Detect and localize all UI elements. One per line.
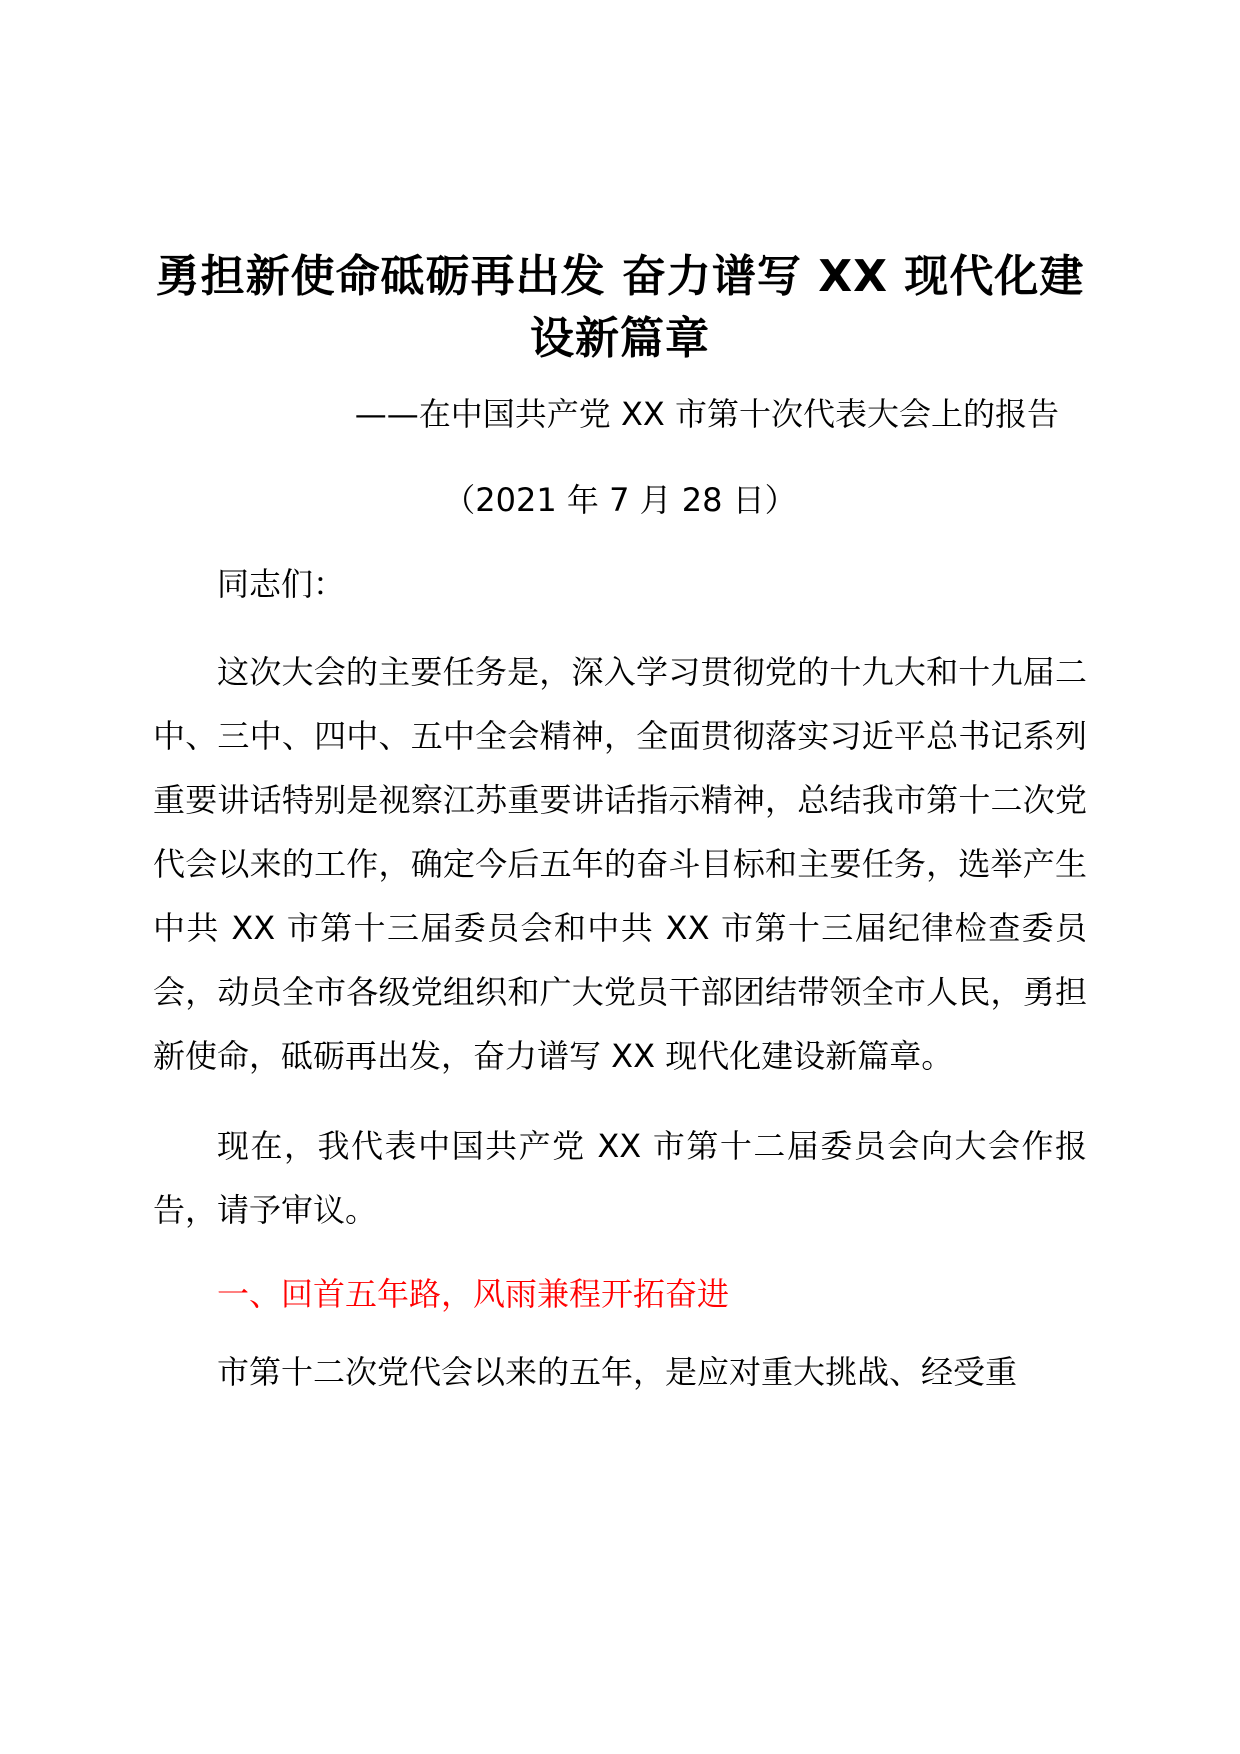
salutation: 同志们： (217, 565, 346, 603)
document-body (153, 246, 1087, 1404)
section-paragraph: 市第十二次党代会以来的五年，是应对重大挑战、经受重 (217, 1353, 1018, 1391)
section-heading-1: 一、回首五年路，风雨兼程开拓奋进 (217, 1275, 730, 1313)
document-subtitle: ——在中国共产党 XX 市第十次代表大会上的报告 (354, 395, 1059, 433)
document-date: （2021 年 7 月 28 日） (443, 481, 797, 519)
body-paragraph-tasks: 这次大会的主要任务是，深入学习贯彻党的十九大和十九届二中、三中、四中、五中全会精神，全面贯彻落实习近平总书记系列重要讲话特别是视察江苏重要讲话指示精神，总结我市第十二次党代会以来的工作，确定今后五年的奋斗目标和主要任务，选举产生中共 XX 市第十三届委员会和中共 XX 市第十三届纪律检查委员会，动员全市各级党组织和广大党员干部团结带领全市人民，勇担新使命，砥砺再出发，奋力谱写 XX 现代化建设新篇章。 (153, 653, 1087, 1075)
document-title: 勇担新使命砥砺再出发 奋力谱写 XX 现代化建设新篇章 (155, 251, 1085, 364)
body-paragraph-report: 现在，我代表中国共产党 XX 市第十二届委员会向大会作报告，请予审议。 (153, 1127, 1087, 1229)
